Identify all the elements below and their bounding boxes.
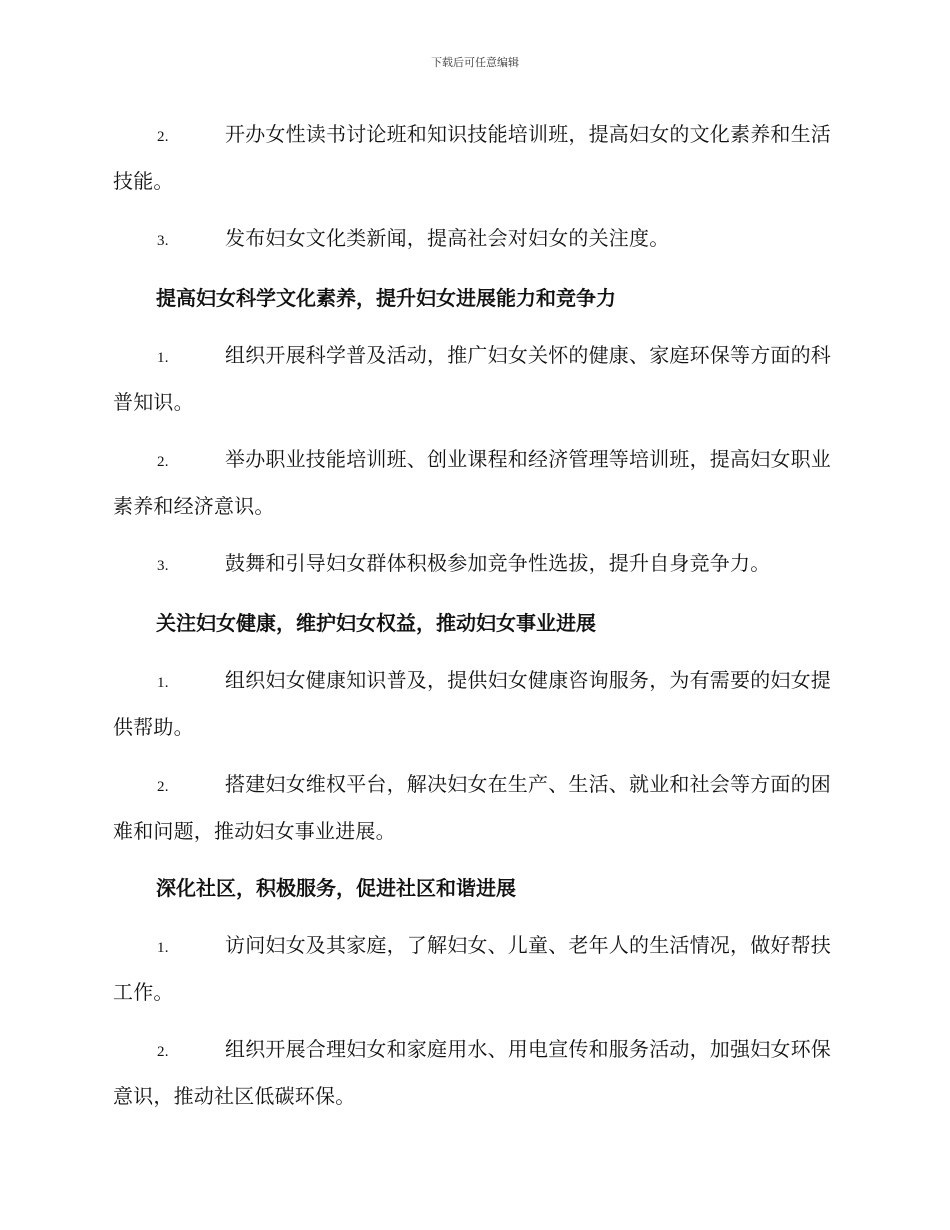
item-number: 1. — [157, 940, 169, 956]
list-item — [113, 541, 835, 588]
list-item — [113, 762, 835, 853]
item-number: 3. — [157, 233, 169, 249]
item-number: 1. — [157, 675, 169, 691]
page-header: 下载后可任意编辑 — [431, 56, 519, 69]
item-text: 组织开展合理妇女和家庭用水、用电宣传和服务活动，加强妇女环保意识，推动社区低碳环保。 — [113, 1037, 831, 1108]
item-number: 3. — [157, 558, 169, 574]
list-item — [113, 658, 835, 749]
item-number: 2. — [157, 454, 169, 470]
document-body — [113, 112, 835, 1131]
item-number: 1. — [157, 350, 169, 366]
item-text: 搭建妇女维权平台，解决妇女在生产、生活、就业和社会等方面的困难和问题，推动妇女事业进展。 — [113, 772, 831, 843]
item-text: 组织妇女健康知识普及，提供妇女健康咨询服务，为有需要的妇女提供帮助。 — [113, 668, 831, 739]
list-item — [113, 333, 835, 424]
item-text: 举办职业技能培训班、创业课程和经济管理等培训班，提高妇女职业素养和经济意识。 — [113, 447, 831, 518]
section-heading: 关注妇女健康，维护妇女权益，推动妇女事业进展 — [156, 611, 596, 635]
item-number: 2. — [157, 129, 169, 145]
item-text: 鼓舞和引导妇女群体积极参加竞争性选拔，提升自身竞争力。 — [225, 551, 771, 575]
list-item — [113, 1027, 835, 1118]
list-item — [113, 112, 835, 203]
item-number: 2. — [157, 779, 169, 795]
section-heading: 提高妇女科学文化素养，提升妇女进展能力和竞争力 — [156, 286, 616, 310]
section-heading: 深化社区，积极服务，促进社区和谐进展 — [156, 876, 516, 900]
list-item — [113, 923, 835, 1014]
item-text: 访问妇女及其家庭，了解妇女、儿童、老年人的生活情况，做好帮扶工作。 — [113, 933, 831, 1004]
item-text: 组织开展科学普及活动，推广妇女关怀的健康、家庭环保等方面的科普知识。 — [113, 343, 831, 414]
item-number: 2. — [157, 1044, 169, 1060]
item-text: 发布妇女文化类新闻，提高社会对妇女的关注度。 — [225, 226, 670, 250]
list-item — [113, 216, 835, 263]
item-text: 开办女性读书讨论班和知识技能培训班，提高妇女的文化素养和生活技能。 — [113, 122, 831, 193]
list-item — [113, 437, 835, 528]
